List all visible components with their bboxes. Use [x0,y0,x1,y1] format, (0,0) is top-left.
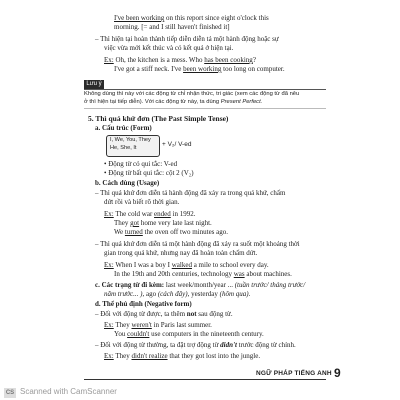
example-line: I've been working on this report since eight o'clock this [114,14,269,22]
example-line: Ex: When I was a boy I walked a mile to school every day. [104,261,269,269]
note-text: ở thì hiện tại tiếp diễn). Với các động từ này, ta dùng Present Perfect. [84,99,263,105]
note-divider [84,89,326,90]
page-number: 9 [334,366,341,380]
note-divider [84,108,326,109]
footer-divider [84,379,326,380]
example-line: You couldn't use computers in the nineteenth century. [114,330,264,338]
example-line: In the 19th and 20th centuries, technology was about machines. [114,270,292,278]
example-line: We turned the oven off two minutes ago. [114,228,229,236]
usage-bullet: – Thì quá khứ đơn diễn tả một hành động đã xảy ra suốt một khoảng thời [95,240,300,248]
example-line: They got home very late last night. [114,219,212,227]
note-text: Không dùng thì này với các động từ chỉ nhận thức, tri giác (xem các động từ đã nêu [84,91,300,97]
usage-bullet: – Thì quá khứ đơn diễn tả hành động đã xảy ra trong quá khứ, chấm [95,189,286,197]
usage-bullet: việc vừa mới kết thúc và có kết quả ở hiện tại. [104,44,234,52]
usage-bullet: – Đối với động từ thường, ta đặt trợ động từ didn't trước động từ chính. [95,341,296,349]
usage-bullet: – Thì hiện tại hoàn thành tiếp diễn diễn tả một hành động hoặc sự [95,35,279,43]
example-line: Ex: The cold war ended in 1992. [104,210,196,218]
example-line: Ex: They weren't in Paris last summer. [104,321,212,329]
example-line: Ex: Oh, the kitchen is a mess. Who has been cooking? [104,56,256,64]
example-line: morning. [= and I still haven't finished it] [114,23,230,31]
subject-box: I, We, You, They He, She, It [106,135,160,157]
formula: + V₂/ V-ed [162,141,192,148]
rule-line: • Động từ bất qui tắc: cột 2 (V₂) [104,169,194,177]
subsection-heading: d. Thể phủ định (Negative form) [95,300,192,308]
subsection-heading: a. Cấu trúc (Form) [95,124,152,132]
watermark-text: Scanned with CamScanner [20,387,117,396]
example-line: Ex: They didn't realize that they got lost into the jungle. [104,352,261,360]
scanner-watermark [0,386,400,400]
running-footer-title: NGỮ PHÁP TIẾNG ANH [256,370,332,377]
example-line: I've got a stiff neck. I've been working too long on computer. [114,65,285,73]
usage-bullet: – Đối với động từ được, ta thêm not sau động từ. [95,310,233,318]
usage-bullet: gian trong quá khứ, nhưng nay đã hoàn toàn chấm dứt. [104,249,258,257]
camscanner-logo-icon: CS [5,390,15,396]
adverb-line: năm trước... ), ago (cách đây), yesterday (hôm qua). [104,290,251,298]
section-heading: 5. Thì quá khứ đơn (The Past Simple Tense) [88,114,229,123]
subsection-heading: c. Các trạng từ đi kèm: last week/month/year ... (tuần trước/ tháng trước/ [95,281,306,289]
note-tag: Lưu ý [84,80,104,89]
usage-bullet: dứt rồi và biết rõ thời gian. [104,198,180,206]
subsection-heading: b. Cách dùng (Usage) [95,179,160,187]
rule-line: • Động từ có qui tắc: V-ed [104,160,178,168]
